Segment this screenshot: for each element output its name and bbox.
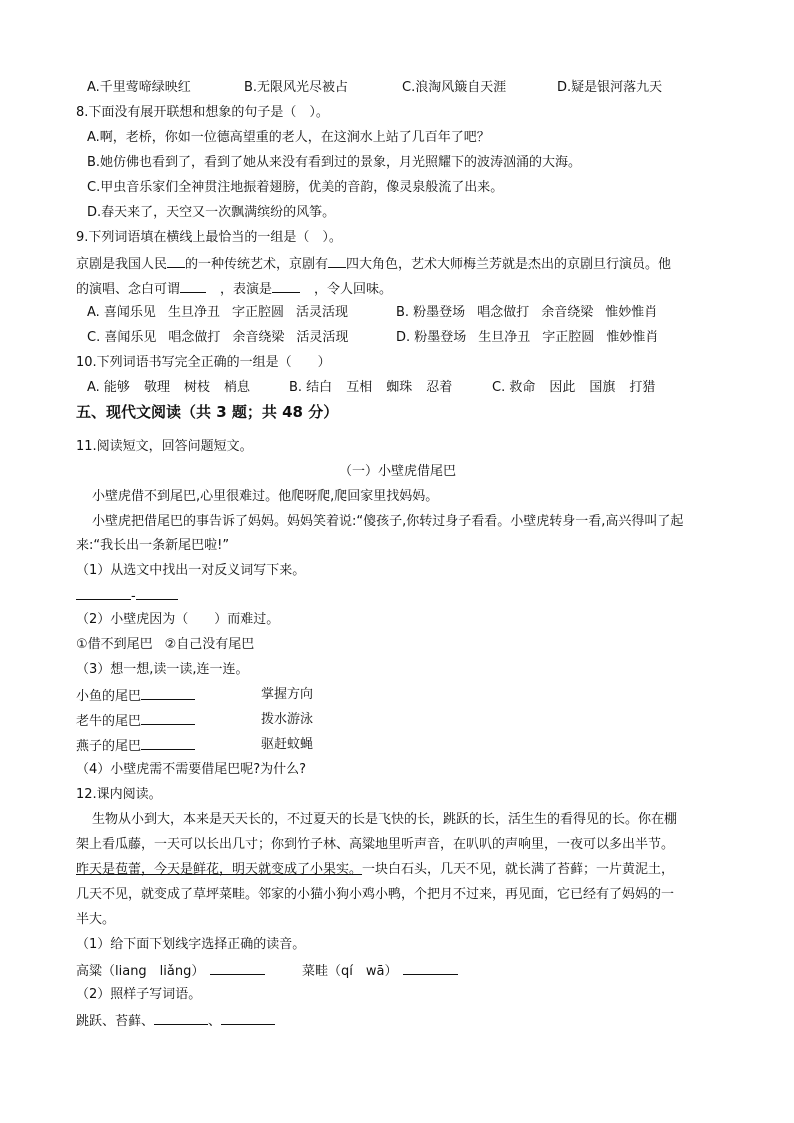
q9-option-b[interactable]	[396, 304, 657, 322]
q9-blank-3[interactable]	[180, 279, 206, 293]
answer-blank[interactable]	[210, 961, 265, 975]
q11-sub2-options	[76, 636, 254, 654]
word: A. 喜闻乐见	[87, 305, 156, 320]
match-left-label: 小鱼的尾巴	[76, 689, 142, 704]
match-right-item[interactable]: 驱赶蚊蝇	[261, 737, 314, 752]
q12-sub1: （1）给下面下划线字选择正确的读音。	[76, 937, 306, 952]
word: 打猎	[629, 380, 656, 395]
q9-blank-4[interactable]	[272, 279, 300, 293]
word: D. 粉墨登场	[396, 330, 467, 345]
q9-text: 的一种传统艺术，京剧有	[185, 257, 329, 272]
q7-option-c[interactable]: C.浪淘风簸自天涯	[402, 80, 507, 95]
q8-option-b[interactable]: B.她仿佛也看到了，看到了她从来没有看到过的景象，月光照耀下的波涛汹涌的大海。	[87, 155, 582, 170]
word: 忍着	[426, 380, 453, 395]
q10-option-c[interactable]	[492, 379, 655, 397]
q9-passage-line-1	[76, 254, 671, 274]
q12-stem: 12.课内阅读。	[76, 787, 162, 802]
passage-paragraph-1: 小壁虎借不到尾巴,心里很难过。他爬呀爬,爬回家里找妈妈。	[92, 489, 439, 504]
word: A. 能够	[87, 380, 130, 395]
answer-blank[interactable]	[154, 1011, 208, 1025]
word: 活灵活现	[295, 305, 348, 320]
q10-option-b[interactable]	[289, 379, 452, 397]
q9-stem: 9.下列词语填在横线上最恰当的一组是（ ）。	[76, 230, 342, 245]
q9-text: ，表演是	[220, 282, 273, 297]
underlined-sentence: 昨天是苞蕾，今天是鲜花，明天就变成了小果实。	[76, 862, 363, 877]
match-right-item[interactable]: 掌握方向	[261, 687, 314, 702]
pinyin-choice: 高粱（liang liǎng）	[76, 964, 205, 979]
word: 互相	[346, 380, 373, 395]
word: 因此	[549, 380, 576, 395]
passage-paragraph-2: 小壁虎把借尾巴的事告诉了妈妈。妈妈笑着说:“傻孩子,你转过身子看看。小壁虎转身一看,高兴得叫了起	[92, 514, 684, 529]
pinyin-item-1	[76, 961, 265, 981]
word: 活灵活现	[296, 330, 349, 345]
match-blank[interactable]	[141, 736, 195, 750]
q9-passage-line-2	[76, 279, 392, 299]
word: 字正腔圆	[231, 305, 284, 320]
q10-option-a[interactable]	[87, 379, 250, 397]
dash: -	[131, 589, 136, 604]
q9-text: 京剧是我国人民	[76, 257, 168, 272]
answer-blank[interactable]	[221, 1011, 275, 1025]
word: 国旗	[589, 380, 616, 395]
passage-line: 几天不见，就变成了草坪菜畦。邻家的小猫小狗小鸡小鸭，个把月不过来，再见面，它已经有了妈妈的一	[76, 887, 675, 902]
q9-text: 的演唱、念白可谓	[76, 282, 181, 297]
q11-sub3: （3）想一想,读一读,连一连。	[76, 662, 249, 677]
word: 敬理	[143, 380, 170, 395]
match-left-item	[76, 711, 195, 731]
q11-sub4: （4）小壁虎需不需要借尾巴呢?为什么?	[76, 762, 307, 777]
q9-text: 四大角色，艺术大师梅兰芳就是杰出的京剧旦行演员。他	[346, 257, 672, 272]
passage-line: 半大。	[76, 912, 116, 927]
example-words: 跳跃、苔藓、	[76, 1014, 155, 1029]
q9-blank-1[interactable]	[167, 254, 185, 268]
q9-option-d[interactable]	[396, 329, 658, 347]
q12-example-line	[76, 1011, 275, 1031]
word: 蜘珠	[386, 380, 413, 395]
q7-option-b[interactable]: B.无限风光尽被占	[244, 80, 349, 95]
word: C. 喜闻乐见	[87, 330, 157, 345]
match-left-label: 老牛的尾巴	[76, 714, 142, 729]
word: 余音绕梁	[232, 330, 285, 345]
q9-option-a[interactable]	[87, 304, 348, 322]
section-heading: 五、现代文阅读（共 3 题；共 48 分）	[76, 403, 339, 421]
word: 惟妙惟肖	[605, 305, 658, 320]
q10-stem: 10.下列词语书写完全正确的一组是（ ）	[76, 355, 331, 370]
q9-text: ，令人回味。	[314, 282, 393, 297]
word: 字正腔圆	[542, 330, 595, 345]
match-left-item	[76, 736, 195, 756]
q11-sub2: （2）小壁虎因为（ ）而难过。	[76, 612, 280, 627]
choice-1[interactable]: ①借不到尾巴	[76, 637, 153, 652]
q11-sub1: （1）从选文中找出一对反义词写下来。	[76, 563, 306, 578]
word: 生旦净丑	[478, 330, 531, 345]
q11-answer-line	[76, 586, 178, 606]
answer-blank[interactable]	[136, 586, 178, 600]
word: 余音绕梁	[541, 305, 594, 320]
q12-sub2: （2）照样子写词语。	[76, 987, 202, 1002]
q7-option-d[interactable]: D.疑是银河落九天	[557, 80, 663, 95]
passage-line	[76, 861, 674, 879]
word: 树枝	[183, 380, 210, 395]
separator: 、	[208, 1014, 222, 1029]
word: B. 粉墨登场	[396, 305, 466, 320]
q9-option-c[interactable]	[87, 329, 348, 347]
word: C. 救命	[492, 380, 536, 395]
word: B. 结白	[289, 380, 333, 395]
passage-line: 生物从小到大，本来是天天长的，不过夏天的长是飞快的长，跳跃的长，活生生的看得见的长。你在棚	[92, 812, 678, 827]
q8-option-d[interactable]: D.春天来了，天空又一次飘满缤纷的风筝。	[87, 205, 336, 220]
match-blank[interactable]	[141, 686, 195, 700]
match-left-label: 燕子的尾巴	[76, 739, 142, 754]
q11-stem: 11.阅读短文，回答问题短文。	[76, 439, 253, 454]
passage-text: 一块白石头，几天不见，就长满了苔藓；一片黄泥土，	[362, 862, 675, 877]
pinyin-choice: 菜畦（qí wā）	[302, 964, 398, 979]
q7-option-a[interactable]: A.千里莺啼绿映红	[87, 80, 191, 95]
match-right-item[interactable]: 拨水游泳	[261, 712, 314, 727]
q9-blank-2[interactable]	[328, 254, 346, 268]
passage-line: 架上看瓜藤，一天可以长出几寸；你到竹子林、高粱地里听声音，在叭叭的声响里，一夜可以多出半节。	[76, 837, 675, 852]
word: 惟妙惟肖	[606, 330, 659, 345]
passage-paragraph-2-cont: 来:“我长出一条新尾巴啦!”	[76, 538, 230, 553]
answer-blank[interactable]	[403, 961, 458, 975]
answer-blank[interactable]	[76, 586, 131, 600]
choice-2[interactable]: ②自己没有尾巴	[164, 637, 255, 652]
word: 唱念做打	[168, 330, 221, 345]
q8-stem: 8.下面没有展开联想和想象的句子是（ ）。	[76, 105, 329, 120]
pinyin-item-2	[302, 961, 458, 981]
passage-title: （一）小壁虎借尾巴	[339, 464, 457, 479]
word: 唱念做打	[477, 305, 530, 320]
word: 梢息	[223, 380, 250, 395]
q8-option-c[interactable]: C.甲虫音乐家们全神贯注地振着翅膀，优美的音韵，像灵泉般流了出来。	[87, 180, 504, 195]
q8-option-a[interactable]: A.啊，老桥，你如一位德高望重的老人，在这涧水上站了几百年了吧？	[87, 130, 490, 145]
match-blank[interactable]	[141, 711, 195, 725]
word: 生旦净丑	[167, 305, 220, 320]
match-left-item	[76, 686, 195, 706]
